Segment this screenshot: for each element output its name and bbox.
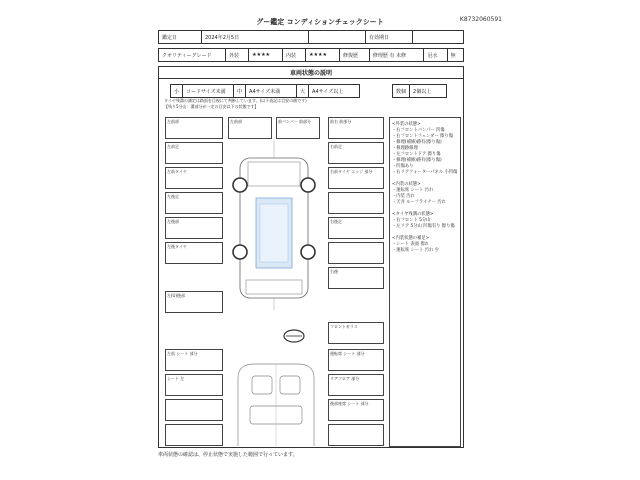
- count-label: 数個: [393, 85, 410, 98]
- interior-left-label-1: 左前 シート 部分: [167, 351, 198, 356]
- legend-line: ・運転席 シート 汚れ 少: [392, 248, 440, 253]
- legend-line: ・天井 ルーフライナー 汚れ: [392, 200, 446, 205]
- legend-line: ・右フロントフェンダー 擦り傷: [392, 134, 454, 139]
- left-rear-tire-label: 左後タイヤ: [167, 244, 187, 249]
- inspection-date-row: [158, 30, 464, 44]
- legend-line: <内装状態の補足>: [392, 236, 430, 241]
- legend-line: ・内装 汚れ: [392, 194, 415, 199]
- interior-label: 内装: [282, 49, 305, 62]
- water-label: 冠水: [424, 49, 447, 62]
- quality-grade-row: [158, 48, 464, 62]
- document-id: K8732060591: [459, 16, 502, 23]
- left-front-label: 左前部: [167, 119, 179, 124]
- legend-line: ・運転席 シート 汚れ: [392, 188, 434, 193]
- rear-left-wheel: [233, 245, 247, 259]
- hood-outline: [248, 162, 300, 186]
- right-front-leg-label: 右前足: [330, 144, 342, 149]
- repair-label: 修復歴: [339, 49, 369, 62]
- exterior-rating: ★★★★: [249, 49, 283, 62]
- size-medium-value: A4サイズ未満: [246, 85, 297, 98]
- steering-wheel-icon: [282, 328, 306, 344]
- tire-note-sub: 【残り5分山：溝部分が一定の目安以下の状態です】: [164, 104, 259, 109]
- interior-right-label-2: リアフロア 部分: [330, 376, 360, 381]
- quality-grade-label: クオリティーグレード: [159, 49, 226, 62]
- left-front-tire-label: 左前タイヤ: [167, 169, 187, 174]
- section-title: 車両状態の説明: [289, 70, 332, 77]
- legend-line: ・シート 表面 擦れ: [392, 242, 430, 247]
- left-rear-label: 左後部: [167, 219, 179, 224]
- size-small-value: コードサイズ未満: [183, 85, 234, 98]
- expiry-label: 有効期日: [366, 31, 413, 44]
- size-medium-label: 中: [234, 85, 246, 98]
- repair-value: 修理歴 有 未修: [369, 49, 424, 62]
- front-right-wheel: [301, 178, 315, 192]
- legend-line: <内装の状態>: [392, 182, 421, 187]
- legend-line: ・右フロントバンパー 凹傷: [392, 128, 445, 133]
- interior-label-1: フロントガラス: [330, 324, 358, 329]
- right-top-label: 前右 前部分: [330, 119, 352, 124]
- left-front-leg-label: 左前足: [167, 144, 179, 149]
- right-rear-label: 右後足: [330, 219, 342, 224]
- front-left-wheel: [233, 178, 247, 192]
- count-legend: [392, 84, 447, 98]
- legend-line: ・修理(補修)跡有(擦り傷): [392, 158, 442, 163]
- inspection-date-label: 鑑定日: [159, 31, 202, 44]
- interior-right-label-1: 運転席 シート 部分: [330, 351, 365, 356]
- legend-line: ・修理(補修)跡有(擦り傷): [392, 140, 442, 145]
- interior-left-box-3: [165, 399, 223, 421]
- legend-line: ・右リアクォーターパネル 小凹傷: [392, 170, 458, 175]
- interior-rating: ★★★★: [306, 49, 340, 62]
- legend-line: <タイヤ残溝の状態>: [392, 212, 434, 217]
- interior-right-box-4: [328, 424, 384, 446]
- water-value: 無: [447, 49, 463, 62]
- vehicle-top-diagram: [222, 140, 326, 310]
- front-right-seat: [280, 376, 300, 394]
- interior-left-label-2: シート 左: [167, 376, 185, 381]
- size-large-label: 大: [297, 85, 309, 98]
- legend-line: ・凹傷あり: [392, 164, 414, 169]
- exterior-label: 外装: [226, 49, 249, 62]
- footer-note: 車両状態の確認は、停止状態で実施した範囲で行っています。: [158, 452, 298, 458]
- legend-line: ・右フロント 5分山: [392, 218, 431, 223]
- legend-line: <外装の状態>: [392, 122, 421, 127]
- legend-line: ・左フロントドア 擦り傷: [392, 152, 441, 157]
- rear-bumper-outline: [246, 280, 302, 294]
- size-legend: [170, 84, 360, 98]
- inspection-date-value: 2024年2月5日: [202, 31, 309, 44]
- right-rear-leg-box: [328, 192, 384, 214]
- top-center-label: 前バンパー 前部分: [278, 119, 311, 124]
- interior-left-box-4: [165, 424, 223, 446]
- top-left-label: 左前部: [230, 119, 242, 124]
- vehicle-interior-diagram: [228, 360, 324, 446]
- size-small-label: 小: [171, 85, 183, 98]
- rear-label: 右後: [330, 269, 338, 274]
- sheet-title: グー鑑定 コンディションチェックシート: [256, 18, 384, 26]
- tire-note: タイヤ残溝の測定は路面を目視にて判断しています。(以下表記は目安の値です): [164, 98, 307, 103]
- legend-line: ・左リア 5分山 凹傷有り 擦り傷: [392, 224, 455, 229]
- roof-inner: [260, 204, 288, 262]
- front-left-seat: [252, 376, 272, 394]
- size-large-value: A4サイズ以上: [309, 85, 360, 98]
- rear-right-wheel: [301, 245, 315, 259]
- interior-right-label-3: 後部座席 シート 部分: [330, 401, 369, 406]
- section-divider: [158, 78, 464, 79]
- left-rear-leg-label: 左後足: [167, 194, 179, 199]
- right-front-tire-label: 右前タイヤ エッジ 部分: [330, 169, 373, 174]
- legend-line: ・修理跡修理: [392, 146, 418, 151]
- count-value: 2個以上: [410, 85, 447, 98]
- left-u-rear-label: 左(U)後部: [167, 293, 186, 298]
- right-rear-tire-box: [328, 242, 384, 264]
